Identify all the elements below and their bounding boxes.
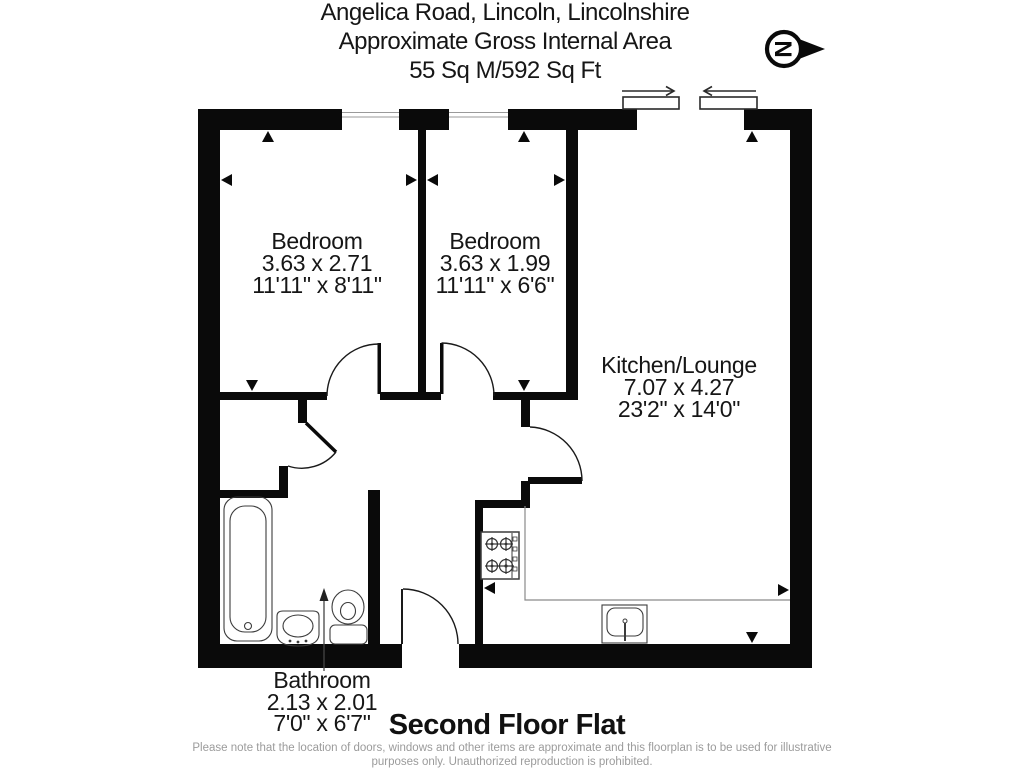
title-block <box>321 0 690 84</box>
kitchen-sink-icon <box>602 605 647 643</box>
room-name: Bedroom <box>449 228 541 254</box>
address-title: Angelica Road, Lincoln, Lincolnshire <box>320 0 690 26</box>
label-bedroom2 <box>436 228 555 298</box>
dimension-arrow-icon <box>746 131 758 142</box>
dimension-arrow-icon <box>246 380 258 391</box>
wall-bedroom2-kitchen <box>566 130 578 392</box>
sliding-door-icon <box>622 87 679 110</box>
sliding-doors <box>622 87 757 110</box>
area-value: 55 Sq M/592 Sq Ft <box>409 57 601 84</box>
sliding-door-icon <box>700 87 757 110</box>
door-swing-icon <box>288 423 336 468</box>
dimension-arrow-icon <box>778 584 789 596</box>
room-size-imperial: 11'11" x 8'11" <box>252 272 382 298</box>
room-name: Bedroom <box>271 228 363 254</box>
room-name: Bathroom <box>273 667 371 693</box>
window-icon <box>342 109 399 130</box>
door-swing-icon <box>440 343 494 396</box>
hob-icon <box>481 532 519 579</box>
counter-edge <box>525 506 790 600</box>
leader-arrow-icon <box>320 588 329 601</box>
kitchen-fittings <box>481 506 790 643</box>
wall-bottom-right <box>459 644 812 668</box>
door-swing-icon <box>402 589 458 644</box>
dimension-arrow-icon <box>427 174 438 186</box>
toilet-icon <box>330 590 367 644</box>
bathtub-icon <box>224 497 272 641</box>
room-name: Kitchen/Lounge <box>601 352 757 378</box>
disclaimer-line2: purposes only. Unauthorized reproduction is prohibited. <box>371 756 653 768</box>
room-size-metric: 3.63 x 2.71 <box>261 250 373 276</box>
room-size-metric: 2.13 x 2.01 <box>266 689 378 715</box>
wall-bedroom2-bottom <box>493 392 578 400</box>
area-subtitle: Approximate Gross Internal Area <box>338 28 672 55</box>
dimension-arrow-icon <box>221 174 232 186</box>
dimension-arrow-icon <box>518 380 530 391</box>
label-bathroom <box>267 667 378 736</box>
dimension-arrow-icon <box>554 174 565 186</box>
wall-kitchen-door-jamb-top <box>521 400 530 427</box>
wall-bedroom-divider <box>418 130 426 392</box>
dimension-arrow-icon <box>518 131 530 142</box>
label-bedroom1 <box>252 228 382 298</box>
wall-kitchen-upper-left <box>475 500 530 508</box>
room-size-metric: 7.07 x 4.27 <box>623 374 735 400</box>
wall-hall-stub-lower <box>279 466 288 490</box>
disclaimer-line1: Please note that the location of doors, windows and other items are approximate and this floorplan is to be used for illustrative <box>192 742 832 754</box>
door-swing-icon <box>528 427 582 484</box>
wall-left <box>198 109 220 668</box>
door-swing-icon <box>327 343 381 396</box>
doors <box>288 343 582 644</box>
dimension-arrow-icon <box>746 632 758 643</box>
compass-letter: N <box>769 40 796 58</box>
dimension-arrow-icon <box>406 174 417 186</box>
window-icon <box>449 109 508 130</box>
room-size-metric: 3.63 x 1.99 <box>439 250 551 276</box>
wall-top <box>198 109 637 130</box>
room-size-imperial: 23'2" x 14'0" <box>617 396 741 422</box>
dimension-arrow-icon <box>262 131 274 142</box>
wall-bedroom1-bottom <box>220 392 327 400</box>
wall-bottom-left <box>198 644 402 668</box>
dimension-arrow-icon <box>484 582 495 594</box>
wall-bathroom-right <box>368 490 380 644</box>
wash-basin-icon <box>277 611 319 646</box>
floor-label: Second Floor Flat <box>388 709 626 741</box>
room-size-imperial: 11'11" x 6'6" <box>435 272 555 298</box>
wall-hall-stub-upper <box>298 400 307 423</box>
wall-right <box>790 109 812 668</box>
north-arrow-icon <box>767 32 825 66</box>
label-kitchen-lounge <box>601 352 757 422</box>
wall-between-bedroom-doors <box>380 392 441 400</box>
room-size-imperial: 7'0" x 6'7" <box>273 710 371 736</box>
